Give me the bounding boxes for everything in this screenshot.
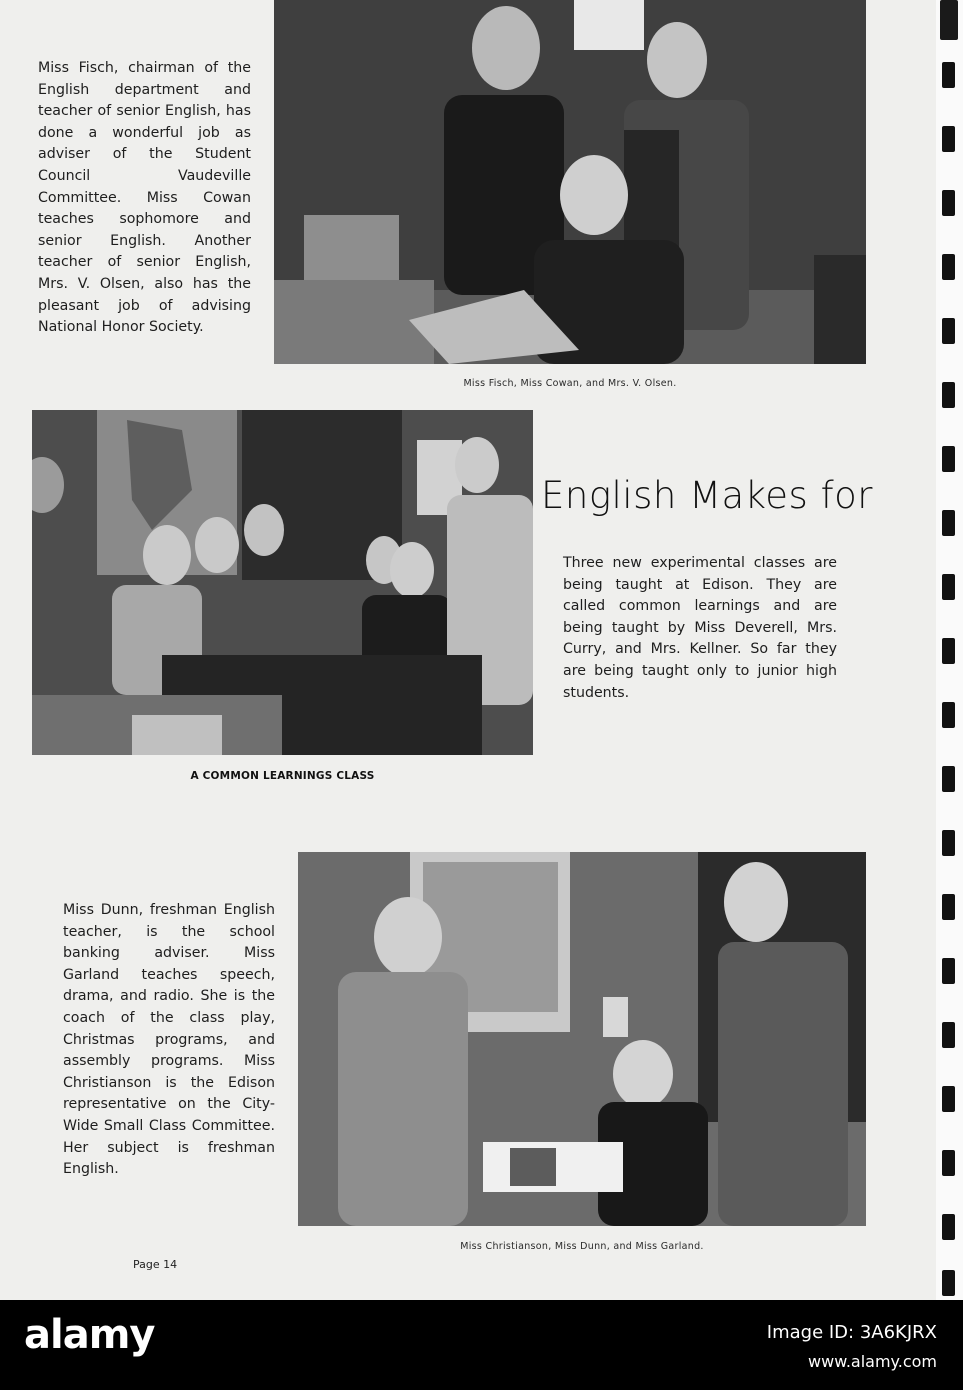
- teachers-photo-top-illustration: [274, 0, 866, 364]
- section2-paragraph: Three new experimental classes are being taught at Edison. They are called common learnings and are being taught by Miss Deverell, Mrs. Curry, and Mrs. Kellner. So far they are being taught only to junior high students.: [563, 555, 837, 701]
- page-headline: English Makes for: [541, 474, 873, 517]
- photo3-caption: Miss Christianson, Miss Dunn, and Miss Garland.: [460, 1241, 704, 1252]
- binding-ring: [942, 1150, 955, 1176]
- binding-ring: [942, 190, 955, 216]
- binding-ring: [942, 702, 955, 728]
- binding-ring: [942, 446, 955, 472]
- teachers-photo-bottom: [298, 852, 866, 1226]
- binding-ring: [942, 1086, 955, 1112]
- photo2-caption: A COMMON LEARNINGS CLASS: [190, 770, 375, 782]
- section1-paragraph: Miss Fisch, chairman of the English department and teacher of senior English, has done a wonderful job as adviser of the Student Council Vaudeville Committee. Miss Cowan teaches sophomore and senior English. Another teacher of senior English, Mrs. V. Olsen, also has the pleasant job of advising National Honor Society.: [38, 60, 251, 336]
- teachers-photo-top: [274, 0, 866, 364]
- page-number: Page 14: [133, 1258, 178, 1271]
- binding-ring: [942, 1022, 955, 1048]
- binding-ring: [942, 318, 955, 344]
- binding-ring: [942, 1270, 955, 1296]
- teachers-photo-bottom-illustration: [298, 852, 866, 1226]
- binding-ring: [942, 62, 955, 88]
- alamy-logo: alamy: [24, 1312, 155, 1358]
- binding-ring: [942, 574, 955, 600]
- image-id: Image ID: 3A6KJRX: [766, 1322, 937, 1343]
- binding-ring: [942, 766, 955, 792]
- binding-ring: [942, 894, 955, 920]
- binding-ring: [942, 382, 955, 408]
- binding-ring: [942, 126, 955, 152]
- site-url: www.alamy.com: [808, 1352, 937, 1371]
- section3-paragraph: Miss Dunn, freshman English teacher, is the school banking adviser. Miss Garland teaches speech, drama, and radio. She is the coach of the class play, Christmas programs, and assembly programs. Miss Christianson is the Edison representative on the City-Wide Small Class Committee. Her subject is freshman English.: [63, 902, 275, 1178]
- classroom-photo: [32, 410, 533, 755]
- classroom-photo-illustration: [32, 410, 533, 755]
- binding-ring: [940, 0, 958, 40]
- binding-ring: [942, 958, 955, 984]
- spiral-binding: [936, 0, 963, 1300]
- binding-ring: [942, 830, 955, 856]
- binding-ring: [942, 254, 955, 280]
- binding-ring: [942, 1214, 955, 1240]
- photo1-caption: Miss Fisch, Miss Cowan, and Mrs. V. Olsen.: [463, 378, 677, 389]
- binding-ring: [942, 510, 955, 536]
- binding-ring: [942, 638, 955, 664]
